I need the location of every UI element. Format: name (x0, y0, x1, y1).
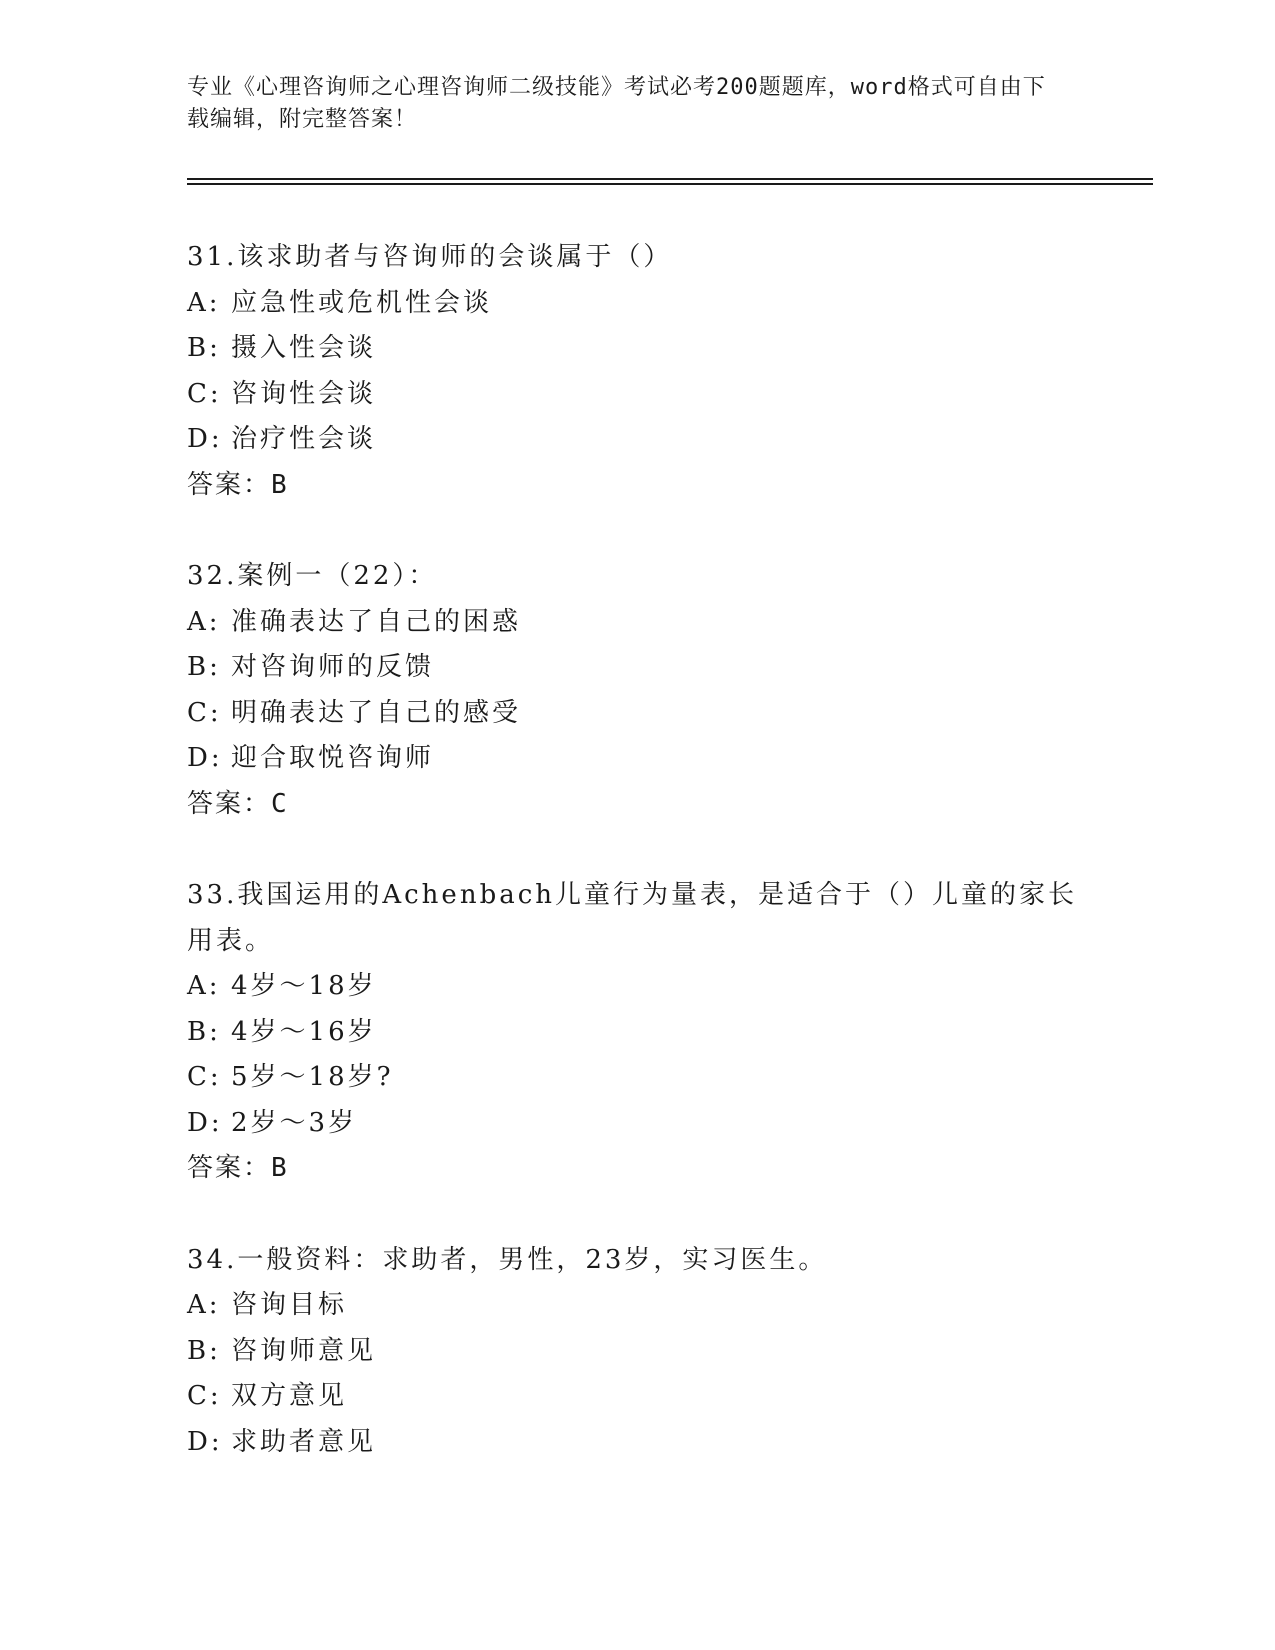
option-letter: A: (187, 287, 221, 318)
question-stem: 32.案例一（22）： (187, 561, 438, 591)
option-text: 咨询师意见 (231, 1335, 377, 1366)
option-letter: B: (187, 1016, 221, 1047)
option-text: 对咨询师的反馈 (231, 652, 435, 682)
header-divider-top (187, 178, 1153, 180)
answer-line: 答案：C (187, 788, 289, 819)
option-d (187, 1101, 1087, 1147)
question-33 (187, 873, 1087, 1192)
question-32 (187, 554, 1087, 827)
question-31 (187, 235, 1087, 508)
option-text: 2岁～3岁 (231, 1107, 358, 1138)
option-letter: A: (187, 1290, 221, 1320)
question-34 (187, 1238, 1087, 1466)
option-text: 求助者意见 (231, 1426, 377, 1457)
option-letter: B: (187, 652, 221, 682)
option-a (187, 281, 1087, 327)
header-divider-bottom (187, 183, 1153, 185)
answer-line: 答案：B (187, 1153, 289, 1183)
option-text: 咨询目标 (231, 1290, 348, 1320)
option-letter: D: (187, 743, 223, 773)
option-letter: C: (187, 1062, 222, 1092)
option-text: 迎合取悦咨询师 (231, 743, 435, 773)
question-stem: 34.一般资料：求助者，男性，23岁，实习医生。 (187, 1244, 828, 1275)
document-header: 专业《心理咨询师之心理咨询师二级技能》考试必考200题题库，word格式可自由下载编辑，附完整答案！ (187, 75, 1046, 132)
option-letter: B: (187, 1335, 221, 1366)
option-d (187, 1420, 1087, 1466)
answer-line: 答案：B (187, 469, 289, 500)
option-text: 准确表达了自己的困惑 (231, 606, 522, 637)
option-c (187, 1374, 1087, 1420)
option-a (187, 1283, 1087, 1329)
option-d (187, 736, 1087, 782)
option-letter: D: (187, 1426, 223, 1457)
option-text: 明确表达了自己的感受 (231, 697, 522, 728)
option-text: 4岁～16岁 (231, 1016, 377, 1047)
option-letter: B: (187, 333, 221, 363)
option-letter: A: (187, 971, 221, 1001)
option-text: 5岁～18岁? (231, 1062, 394, 1092)
option-text: 治疗性会谈 (231, 424, 377, 454)
option-letter: D: (187, 424, 223, 454)
option-c (187, 372, 1087, 418)
option-letter: C: (187, 697, 222, 728)
option-text: 咨询性会谈 (231, 378, 377, 409)
question-stem: 31.该求助者与咨询师的会谈属于（） (187, 242, 673, 272)
option-d (187, 417, 1087, 463)
option-text: 4岁～18岁 (231, 971, 377, 1001)
option-text: 摄入性会谈 (231, 333, 377, 363)
option-letter: C: (187, 1381, 222, 1411)
option-text: 应急性或危机性会谈 (231, 287, 493, 318)
option-letter: D: (187, 1107, 223, 1138)
option-a (187, 964, 1087, 1010)
option-letter: C: (187, 378, 222, 409)
option-b (187, 645, 1087, 691)
option-b (187, 1010, 1087, 1056)
question-stem: 33.我国运用的Achenbach儿童行为量表，是适合于（）儿童的家长用表。 (187, 880, 1078, 956)
option-b (187, 326, 1087, 372)
option-letter: A: (187, 606, 221, 637)
option-c (187, 691, 1087, 737)
option-text: 双方意见 (231, 1381, 348, 1411)
option-b (187, 1329, 1087, 1375)
option-a (187, 600, 1087, 646)
question-list (187, 235, 1087, 1511)
option-c (187, 1055, 1087, 1101)
